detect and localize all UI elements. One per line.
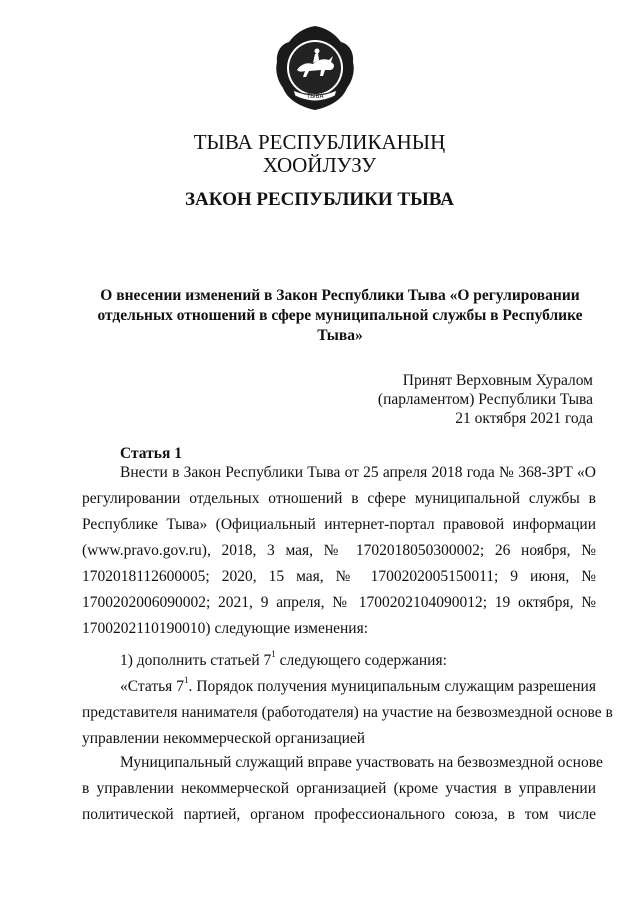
emblem-text: ТЫВА — [306, 93, 324, 100]
new-article-line-2: представителя нанимателя (работодателя) на участие на безвозмездной основе в — [82, 704, 613, 721]
article-paragraph-2 — [82, 750, 603, 828]
paragraph-line: политической партией, органом профессионального союза, в том числе — [82, 806, 596, 823]
article-heading: Статья 1 — [120, 445, 182, 462]
item-1-suffix: следующего содержания: — [275, 652, 447, 669]
adopted-line-2: (парламентом) Республики Тыва — [377, 391, 593, 408]
adopted-line-3: 21 октября 2021 года — [455, 410, 593, 427]
item-1-superscript: 1 — [271, 648, 276, 659]
title-tuvan-line2: ХООЙЛУЗУ — [262, 153, 377, 177]
subject-line-2: отдельных отношений в сфере муниципальной службы в Республике — [97, 307, 583, 324]
paragraph-line: 1700202110190010) следующие изменения: — [82, 620, 369, 637]
subject-line-1: О внесении изменений в Закон Республики Тыва «О регулировании — [100, 287, 580, 304]
item-1-prefix: 1) дополнить статьей 7 — [120, 652, 272, 669]
new-article-line-1 — [82, 674, 596, 700]
article-paragraph-1 — [82, 460, 596, 642]
paragraph-line: (www.pravo.gov.ru), 2018, 3 мая, № 1702018050300002; 26 ноября, № — [82, 542, 596, 559]
law-title: ЗАКОН РЕСПУБЛИКИ ТЫВА — [185, 189, 454, 210]
paragraph-line: Республике Тыва» (Официальный интернет-портал правовой информации — [82, 516, 596, 533]
new-article-line-3: управлении некоммерческой организацией — [82, 730, 366, 747]
new-article-title — [82, 674, 613, 752]
paragraph-line: Муниципальный служащий вправе участвовать на безвозмездной основе — [120, 754, 603, 771]
subject-line-3: Тыва» — [317, 327, 363, 344]
new-article-superscript: 1 — [184, 674, 189, 685]
item-1 — [82, 648, 596, 674]
paragraph-line: 1702018112600005; 2020, 15 мая, № 1700202005150011; 9 июня, № — [82, 568, 596, 585]
document-subject — [95, 286, 585, 346]
new-article-line-1-rest: . Порядок получения муниципальным служащим разрешения — [188, 678, 596, 695]
paragraph-line: в управлении некоммерческой организацией (кроме участия в управлении — [82, 780, 596, 797]
adopted-line-1: Принят Верховным Хуралом — [402, 372, 593, 389]
title-tuvan-line1: ТЫВА РЕСПУБЛИКАНЫҢ — [193, 130, 446, 154]
adoption-info — [378, 371, 593, 428]
paragraph-line: Внести в Закон Республики Тыва от 25 апреля 2018 года № 368-ЗРТ «О — [120, 464, 596, 481]
coat-of-arms-emblem — [273, 24, 357, 114]
paragraph-line: регулировании отдельных отношений в сфере муниципальной службы в — [82, 490, 596, 507]
item-1-line — [82, 648, 596, 674]
new-article-prefix: «Статья 7 — [120, 678, 185, 695]
paragraph-line: 1700202006090002; 2021, 9 апреля, № 1700202104090012; 19 октября, № — [82, 594, 596, 611]
